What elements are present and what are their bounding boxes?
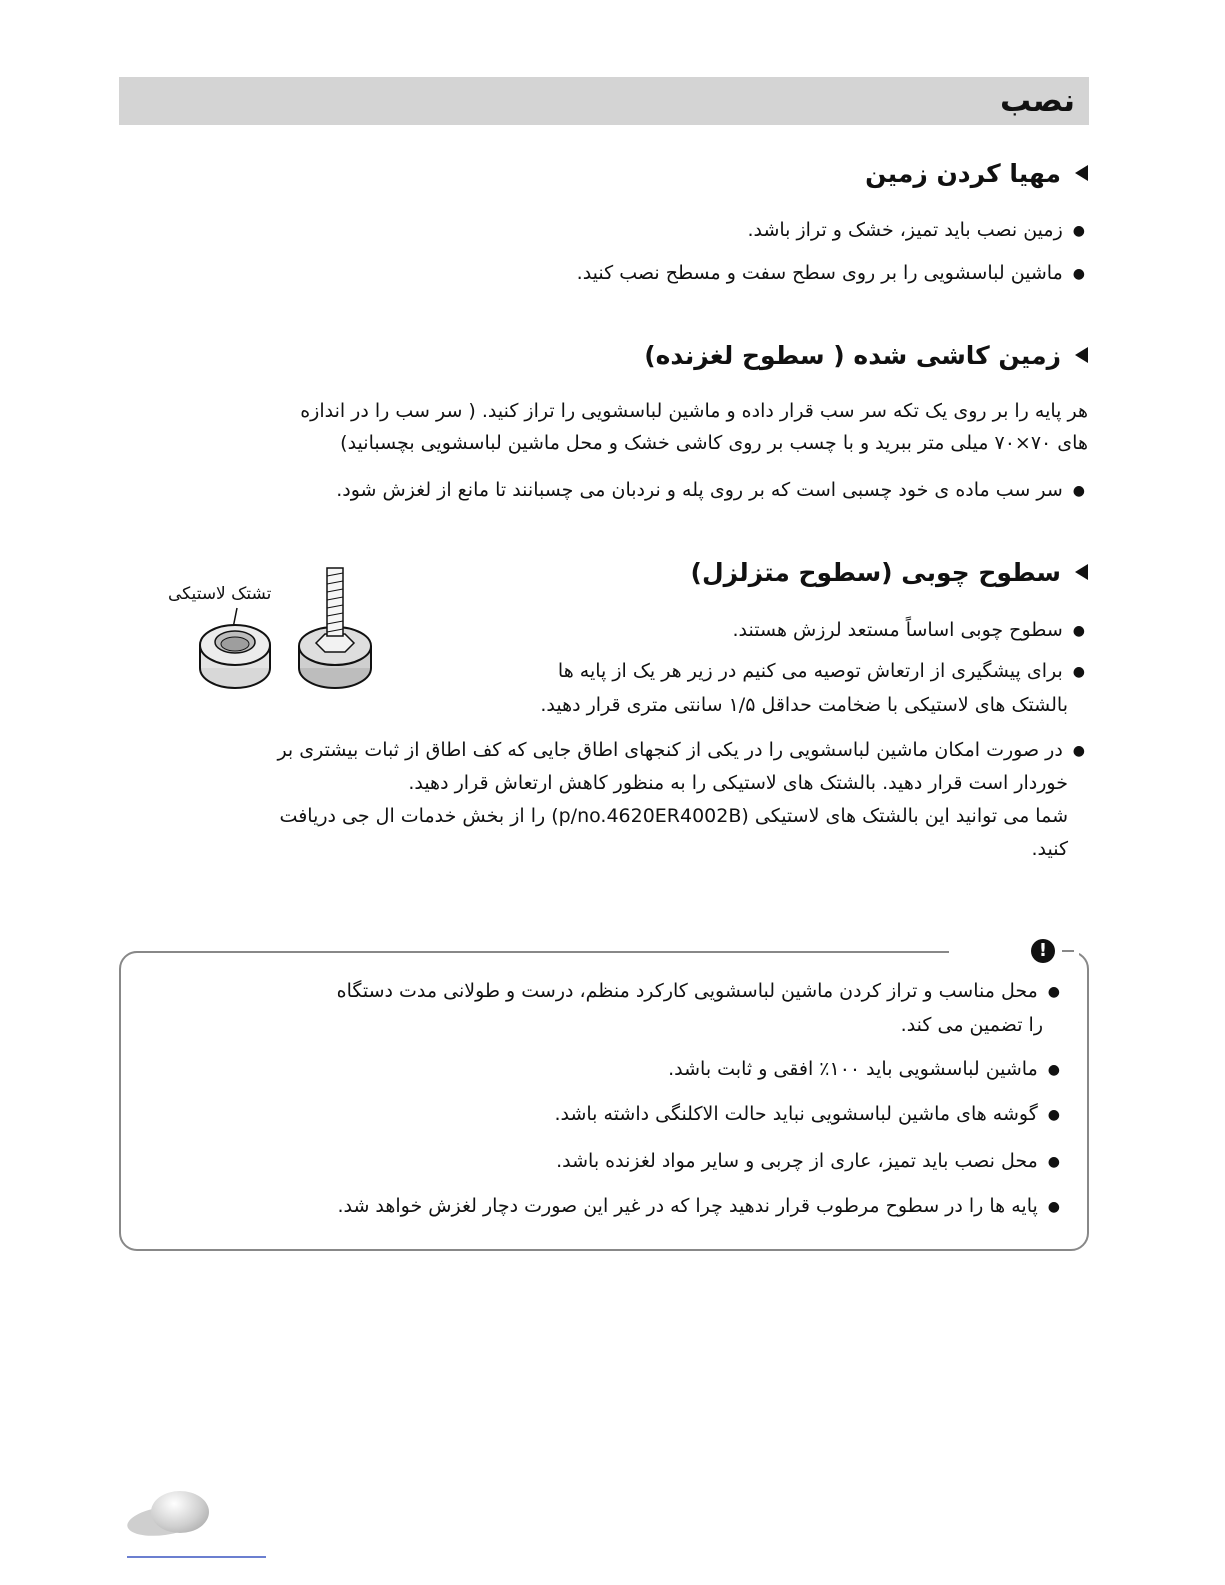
bullet-dot-icon: ● xyxy=(1072,622,1085,639)
list-item-continuation: شما می توانید این بالشتک های لاستیکی (p/no.4620ER4002B) را از بخش خدمات ال جی دریافت xyxy=(279,805,1068,827)
rubber-cup-and-foot-illustration xyxy=(185,560,400,695)
section-heading-prepare-floor: مهیا کردن زمین xyxy=(865,157,1088,191)
paragraph-line: هر پایه را بر روی یک تکه سر سب قرار داده و ماشین لباسشویی را تراز کنید. ( سر سب را در اندازه xyxy=(300,400,1088,422)
footer-line xyxy=(127,1556,266,1558)
bullet-dot-icon: ● xyxy=(1047,1198,1060,1215)
bullet-dot-icon: ● xyxy=(1072,222,1085,239)
bullet-dot-icon: ● xyxy=(1047,1061,1060,1078)
rubber-cup-icon xyxy=(200,625,270,688)
section-heading-wooden-floor: سطوح چوبی (سطوح متزلزل) xyxy=(691,556,1088,590)
illustration-label: تشتک لاستیکی xyxy=(168,584,272,604)
header-bar xyxy=(119,77,1089,125)
note-border-dash xyxy=(1062,950,1074,952)
levelling-foot-icon xyxy=(299,568,371,688)
list-item-continuation: خوردار است قرار دهید. بالشتک های لاستیکی را به منظور کاهش ارتعاش قرار دهید. xyxy=(408,772,1068,794)
bullet-dot-icon: ● xyxy=(1072,265,1085,282)
note-item: ●محل مناسب و تراز کردن ماشین لباسشویی کارکرد منظم، درست و طولانی مدت دستگاه xyxy=(337,978,1060,1005)
page-number-oval-icon xyxy=(151,1491,209,1533)
paragraph-line: های ۷۰×۷۰ میلی متر ببرید و با چسب بر روی کاشی خشک و محل ماشین لباسشویی بچسبانید) xyxy=(340,432,1088,454)
bullet-dot-icon: ● xyxy=(1072,742,1085,759)
note-item-continuation: را تضمین می کند. xyxy=(900,1014,1043,1036)
list-item: ●زمین نصب باید تمیز، خشک و تراز باشد. xyxy=(747,217,1085,244)
triangle-marker-icon xyxy=(1075,347,1088,363)
caution-icon: ! xyxy=(1031,939,1055,963)
section-heading-tiled-floor: زمین کاشی شده ( سطوح لغزنده) xyxy=(644,339,1088,373)
note-item: ●گوشه های ماشین لباسشویی نباید حالت الاکلنگی داشته باشد. xyxy=(554,1101,1060,1128)
list-item-continuation: کنید. xyxy=(1031,838,1068,860)
bullet-dot-icon: ● xyxy=(1072,663,1085,680)
triangle-marker-icon xyxy=(1075,564,1088,580)
list-item: ●برای پیشگیری از ارتعاش توصیه می کنیم در زیر هر یک از پایه ها xyxy=(558,658,1085,685)
note-item: ●ماشین لباسشویی باید ۱۰۰٪ افقی و ثابت باشد. xyxy=(668,1056,1060,1083)
list-item: ●ماشین لباسشویی را بر روی سطح سفت و مسطح نصب کنید. xyxy=(577,260,1085,287)
note-item: ●محل نصب باید تمیز، عاری از چربی و سایر مواد لغزنده باشد. xyxy=(556,1148,1060,1175)
paragraph-tiled-floor xyxy=(300,395,1088,459)
list-item: ●سطوح چوبی اساساً مستعد لرزش هستند. xyxy=(733,617,1085,644)
note-item: ●پایه ها را در سطوح مرطوب قرار ندهید چرا که در غیر این صورت دچار لغزش خواهد شد. xyxy=(337,1193,1060,1220)
list-item: ●در صورت امکان ماشین لباسشویی را در یکی از کنجهای اطاق جایی که کف اطاق از ثبات بیشتری بر xyxy=(277,737,1085,764)
list-item-continuation: بالشتک های لاستیکی با ضخامت حداقل ۱/۵ سانتی متری قرار دهید. xyxy=(540,694,1068,716)
page-title: نصب xyxy=(999,83,1075,119)
bullet-dot-icon: ● xyxy=(1047,1106,1060,1123)
bullet-dot-icon: ● xyxy=(1047,1153,1060,1170)
list-item: ●سر سب ماده ی خود چسبی است که بر روی پله و نردبان می چسبانند تا مانع از لغزش شود. xyxy=(336,477,1085,504)
bullet-dot-icon: ● xyxy=(1072,482,1085,499)
triangle-marker-icon xyxy=(1075,165,1088,181)
bullet-dot-icon: ● xyxy=(1047,983,1060,1000)
note-border-gap xyxy=(949,945,1079,957)
